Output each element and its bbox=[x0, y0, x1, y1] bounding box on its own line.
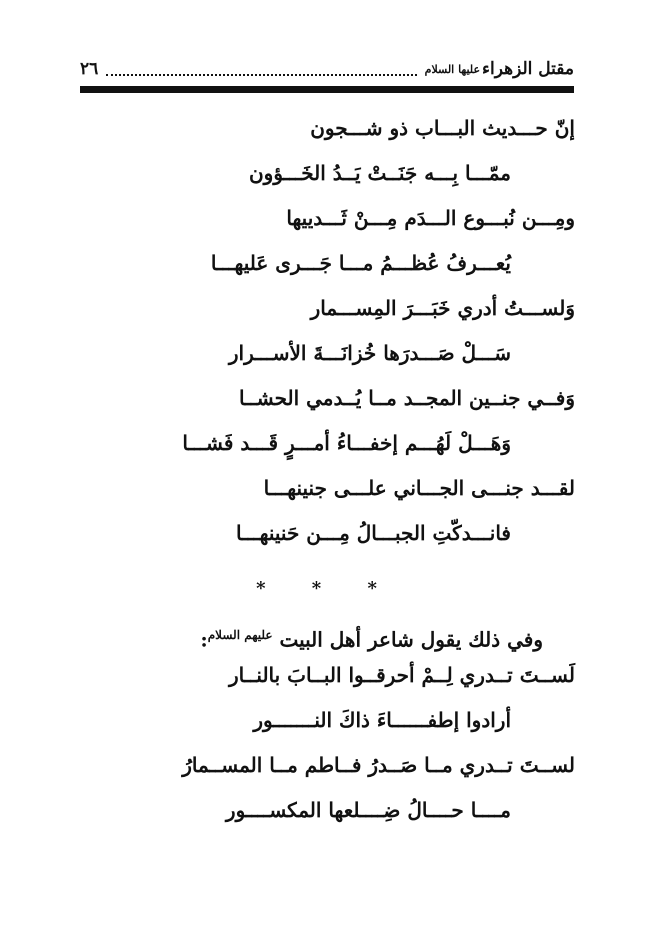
poem1-line-3: ومِـــن نُبـــوع الـــدَم مِـــنْ ثَـــدييها bbox=[286, 206, 575, 230]
intro-text: وفي ذلك يقول شاعر أهل البيت bbox=[279, 627, 543, 652]
poem1-line-9: لقـــد جنـــى الجـــاني علـــى جنينهـــا bbox=[263, 476, 575, 500]
poem1-line-5: وَلســـتُ أدري خَبَـــرَ المِســـمار bbox=[310, 296, 575, 320]
header-rule bbox=[80, 86, 574, 93]
honorific-mark: عليها السلام bbox=[424, 62, 481, 76]
poem1-line-1: إنّ حـــديث البـــاب ذو شـــجون bbox=[310, 116, 575, 140]
poem1-line-6: سَـــلْ صَـــدرَها خُزانَـــةَ الأســـرار bbox=[228, 341, 511, 365]
poem1-line-7: وَفــي جنــين المجــد مــا يُــدمي الحشــا bbox=[238, 386, 575, 410]
leader-dots bbox=[106, 62, 416, 76]
book-title: مقتل الزهراء bbox=[482, 59, 574, 79]
intro-sentence bbox=[200, 620, 543, 655]
poem2-line-3: لســتَ تــدري مــا صَــدرُ فــاطم مــا المســمارُ bbox=[182, 753, 575, 777]
intro-honorific: عليهم السلام bbox=[207, 628, 273, 642]
poem2-line-1: لَســتَ تــدري لِــمْ أحرقــوا البــابَ بالنــار bbox=[228, 663, 575, 687]
section-separator: * * * bbox=[256, 578, 397, 599]
poem1-line-8: وَهَـــلْ لَهُـــم إخفـــاءُ أمـــرٍ قَـــد فَشـــا bbox=[182, 431, 511, 455]
poem2-line-4: مــــا حــــالُ ضِــــلعها المكســــور bbox=[225, 798, 511, 822]
poem1-line-10: فانـــدكّتِ الجبـــالُ مِـــن حَنينهـــا bbox=[235, 521, 511, 545]
running-header bbox=[80, 56, 574, 82]
poem2-line-2: أرادوا إطفــــــاءَ ذاكَ النـــــــور bbox=[253, 708, 511, 732]
page-number: ٢٦ bbox=[80, 59, 99, 79]
poem1-line-2: ممّـــا بِـــه جَنَــتْ يَــدُ الخَـــؤون bbox=[248, 161, 511, 185]
poem1-line-4: يُعـــرفُ عُظـــمُ مـــا جَـــرى عَليهـــا bbox=[210, 251, 511, 275]
intro-colon: : bbox=[200, 627, 208, 652]
